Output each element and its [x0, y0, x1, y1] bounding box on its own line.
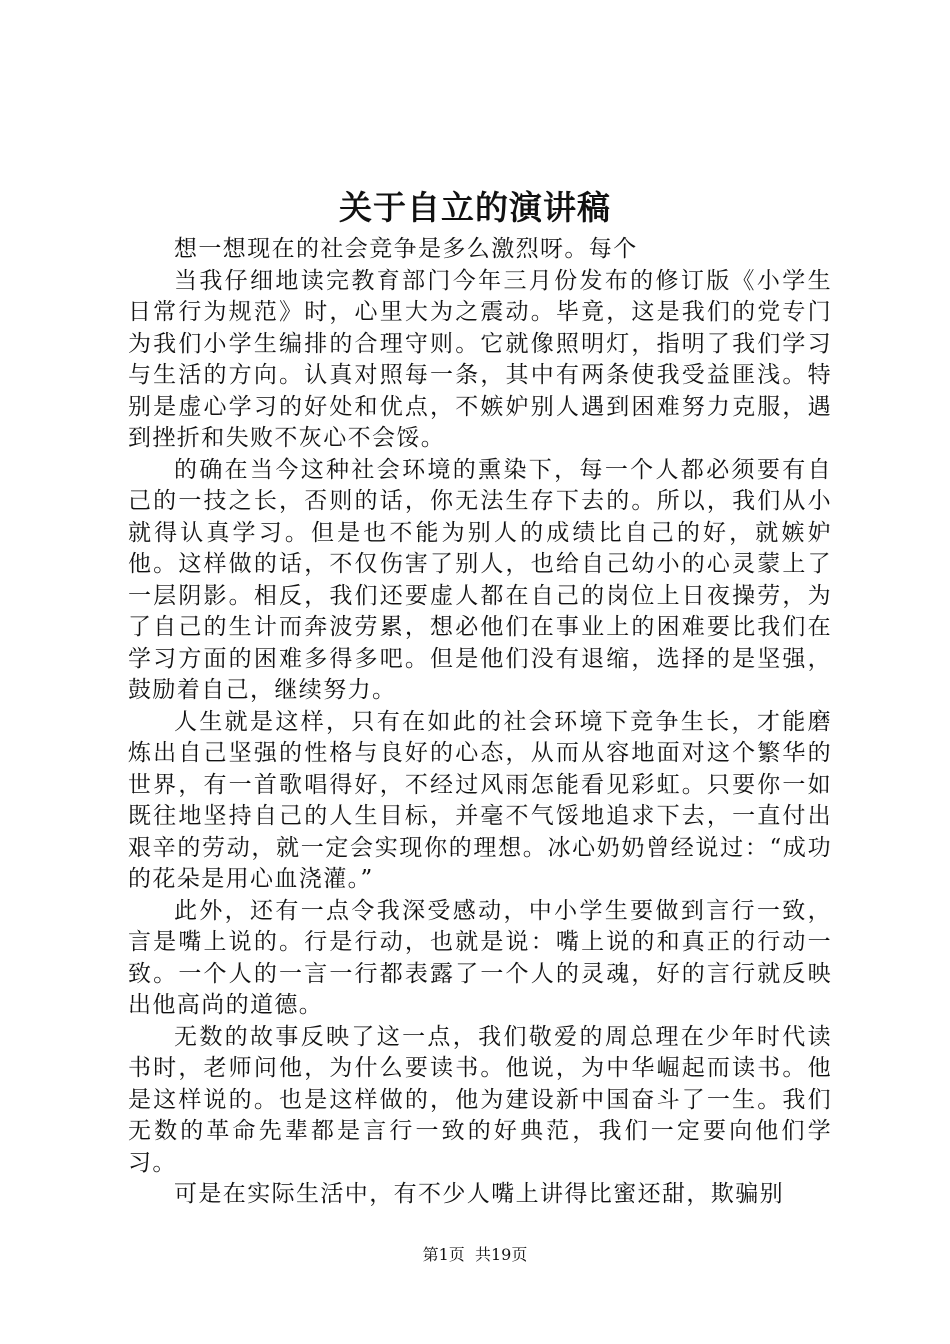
- document-title: 关于自立的演讲稿: [339, 188, 611, 227]
- page-footer: [0, 1243, 950, 1267]
- document-body: [128, 234, 832, 1211]
- paragraph: 的确在当今这种社会环境的熏染下，每一个人都必须要有自己的一技之长，否则的话，你无法生存下去的。所以，我们从小就得认真学习。但是也不能为别人的成绩比自己的好，就嫉妒他。这样做的话，不仅伤害了别人，也给自己幼小的心灵蒙上了一层阴影。相反，我们还要虚人都在自己的岗位上日夜操劳，为了自己的生计而奔波劳累，想必他们在事业上的困难要比我们在学习方面的困难多得多吧。但是他们没有退缩，选择的是坚强，鼓励着自己，继续努力。: [128, 456, 832, 703]
- paragraph: 人生就是这样，只有在如此的社会环境下竞争生长，才能磨炼出自己坚强的性格与良好的心态，从而从容地面对这个繁华的世界，有一首歌唱得好，不经过风雨怎能看见彩虹。只要你一如既往地坚持自己的人生目标，并毫不气馁地追求下去，一直付出艰辛的劳动，就一定会实现你的理想。冰心奶奶曾经说过：“成功的花朵是用心血浇灌。”: [128, 708, 832, 892]
- paragraph: 想一想现在的社会竞争是多么激烈呀。每个: [174, 236, 638, 262]
- paragraph: 当我仔细地读完教育部门今年三月份发布的修订版《小学生日常行为规范》时，心里大为之震动。毕竟，这是我们的党专门为我们小学生编排的合理守则。它就像照明灯，指明了我们学习与生活的方向。认真对照每一条，其中有两条使我受益匪浅。特别是虚心学习的好处和优点，不嫉妒别人遇到困难努力克服，遇到挫折和失败不灰心不会馁。: [128, 267, 832, 451]
- page-number: 第1页: [422, 1245, 465, 1264]
- paragraph: 可是在实际生活中，有不少人嘴上讲得比蜜还甜，欺骗别: [174, 1181, 784, 1207]
- paragraph: 无数的故事反映了这一点，我们敬爱的周总理在少年时代读书时，老师问他，为什么要读书。他说，为中华崛起而读书。他是这样说的。也是这样做的，他为建设新中国奋斗了一生。我们无数的革命先辈都是言行一致的好典范，我们一定要向他们学习。: [128, 1023, 832, 1176]
- page-total: 共19页: [474, 1245, 528, 1264]
- paragraph: 此外，还有一点令我深受感动，中小学生要做到言行一致，言是嘴上说的。行是行动，也就是说：嘴上说的和真正的行动一致。一个人的一言一行都表露了一个人的灵魂，好的言行就反映出他高尚的道德。: [128, 897, 832, 1018]
